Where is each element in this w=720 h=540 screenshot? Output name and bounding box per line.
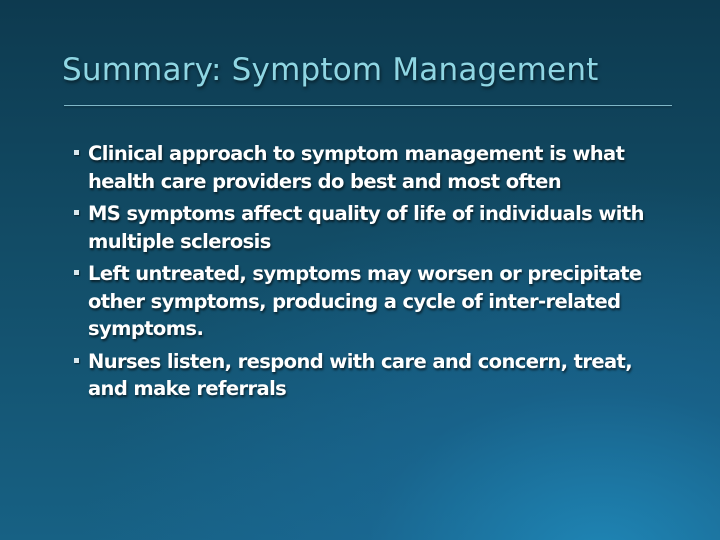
bullet-text: Nurses listen, respond with care and concern, treat, and make referrals [88,349,633,400]
square-bullet-icon [74,270,79,275]
slide-title: Summary: Symptom Management [62,52,599,88]
title-divider [64,105,672,106]
bullet-item [72,200,652,255]
bullet-text: MS symptoms affect quality of life of individuals with multiple sclerosis [88,202,644,253]
bullet-item [72,140,652,195]
bullet-item [72,260,652,343]
bullet-list [72,140,652,408]
bullet-text: Clinical approach to symptom management is what health care providers do best and most often [88,142,625,193]
bullet-text: Left untreated, symptoms may worsen or precipitate other symptoms, producing a cycle of inter-related symptoms. [88,262,642,340]
square-bullet-icon [74,210,79,215]
square-bullet-icon [74,150,79,155]
bullet-item [72,348,652,403]
square-bullet-icon [74,358,79,363]
